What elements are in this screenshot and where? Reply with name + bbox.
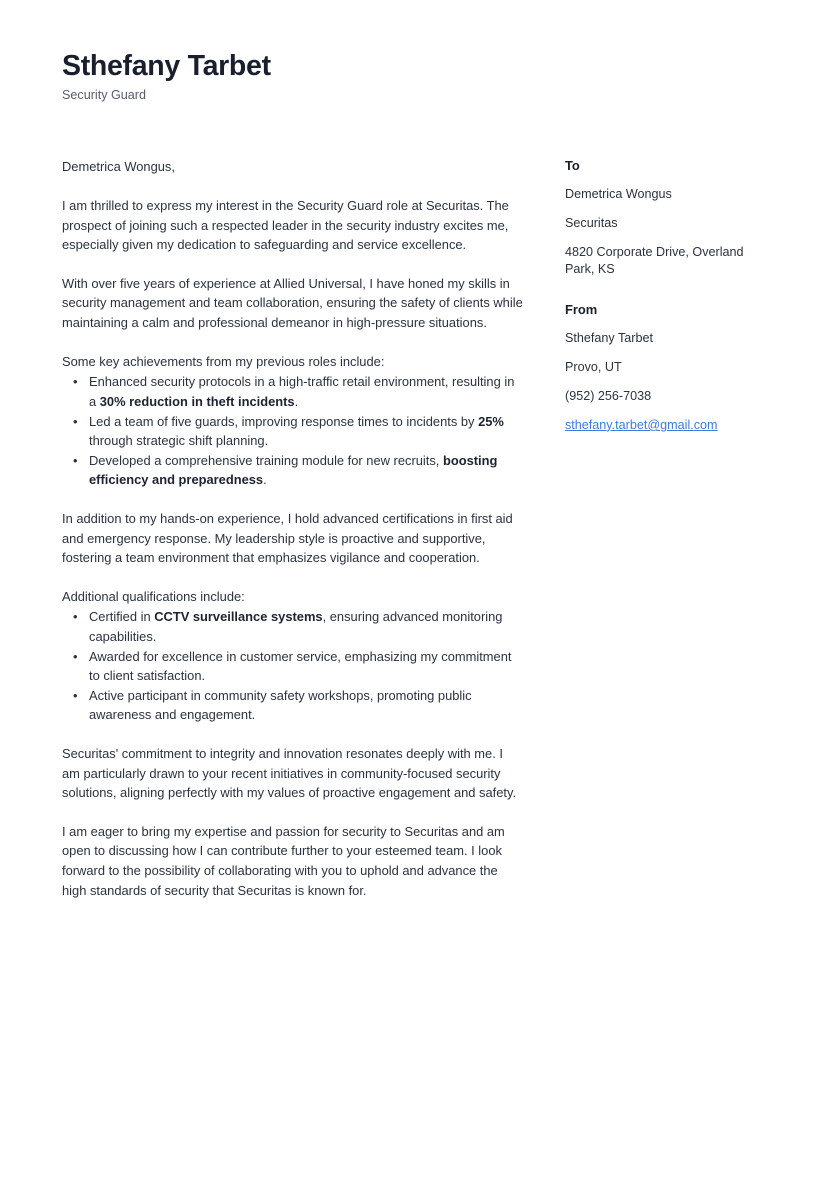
- list-item-highlight: boosting efficiency and preparedness: [89, 452, 498, 488]
- sender-phone: (952) 256-7038: [565, 388, 652, 403]
- qualifications-lead-in: Additional qualifications include:: [62, 588, 245, 604]
- letter-main-column: [62, 157, 524, 900]
- sender-email-link[interactable]: sthefany.tarbet@gmail.com: [565, 417, 718, 432]
- letter-header: [62, 50, 771, 103]
- qualifications-list: [62, 607, 524, 725]
- list-item: [89, 372, 524, 411]
- list-item-text-before: Developed a comprehensive training module for new recruits,: [89, 452, 443, 468]
- list-item: [89, 686, 524, 725]
- list-item-highlight: 25%: [478, 413, 504, 429]
- letter-sidebar: [565, 157, 771, 434]
- list-item-text-before: Awarded for excellence in customer service, emphasizing my commitment to client satisfaction.: [89, 648, 512, 684]
- sender-email-line: [565, 417, 771, 434]
- list-item-text-after: through strategic shift planning.: [89, 433, 269, 449]
- applicant-name: Sthefany Tarbet: [62, 50, 271, 82]
- list-item: [89, 647, 524, 686]
- list-item-text-after: .: [294, 393, 299, 409]
- to-heading: To: [565, 158, 580, 174]
- list-item-text-before: Enhanced security protocols in a high-traffic retail environment, resulting in a: [89, 374, 515, 409]
- list-item: [89, 607, 524, 646]
- list-item: [89, 451, 524, 490]
- paragraph-experience: With over five years of experience at Allied Universal, I have honed my skills in security management and team collaboration, ensuring the safety of clients while maintaining a calm and professional demeanor in high-pressure situations.: [62, 275, 523, 331]
- recipient-address: 4820 Corporate Drive, Overland Park, KS: [565, 245, 744, 277]
- list-item-text-after: , ensuring advanced monitoring capabilities.: [89, 609, 503, 644]
- paragraph-closing: I am eager to bring my expertise and passion for security to Securitas and am open to discussing how I can contribute further to your esteemed team. I look forward to the possibility of collaborating with you to uphold and advance the high standards of security that Securitas is known for.: [62, 823, 505, 898]
- salutation: Demetrica Wongus,: [62, 159, 175, 175]
- recipient-block: [565, 158, 771, 278]
- list-item-text-before: Active participant in community safety workshops, promoting public awareness and engagement.: [89, 687, 472, 723]
- list-item: [89, 412, 524, 451]
- list-item-text-after: .: [263, 472, 267, 488]
- list-item-text-before: Led a team of five guards, improving response times to incidents by: [89, 413, 479, 429]
- paragraph-certifications: In addition to my hands-on experience, I hold advanced certifications in first aid and emergency response. My leadership style is proactive and supportive, fostering a team environment that emphasizes vigilance and cooperation.: [62, 510, 513, 566]
- achievements-lead-in: Some key achievements from my previous roles include:: [62, 353, 385, 369]
- from-heading: From: [565, 302, 598, 318]
- sender-location: Provo, UT: [565, 359, 622, 374]
- list-item-text-before: Certified in: [89, 609, 155, 625]
- recipient-company: Securitas: [565, 216, 618, 231]
- recipient-name: Demetrica Wongus: [565, 187, 672, 202]
- sender-name: Sthefany Tarbet: [565, 330, 653, 345]
- list-item-highlight: 30% reduction in theft incidents: [99, 393, 295, 409]
- paragraph-company-fit: Securitas' commitment to integrity and innovation resonates deeply with me. I am particularly drawn to your recent initiatives in community-focused security solutions, aligning perfectly with my values of proactive engagement and safety.: [62, 746, 517, 801]
- sender-block: [565, 302, 771, 434]
- paragraph-intro: I am thrilled to express my interest in the Security Guard role at Securitas. The prospect of joining such a respected leader in the security industry excites me, especially given my dedication to safeguarding and service excellence.: [62, 198, 509, 253]
- applicant-job-title: Security Guard: [62, 88, 146, 103]
- achievements-list: [62, 372, 524, 490]
- list-item-highlight: CCTV surveillance systems: [154, 609, 323, 625]
- letter-body-columns: [62, 157, 771, 900]
